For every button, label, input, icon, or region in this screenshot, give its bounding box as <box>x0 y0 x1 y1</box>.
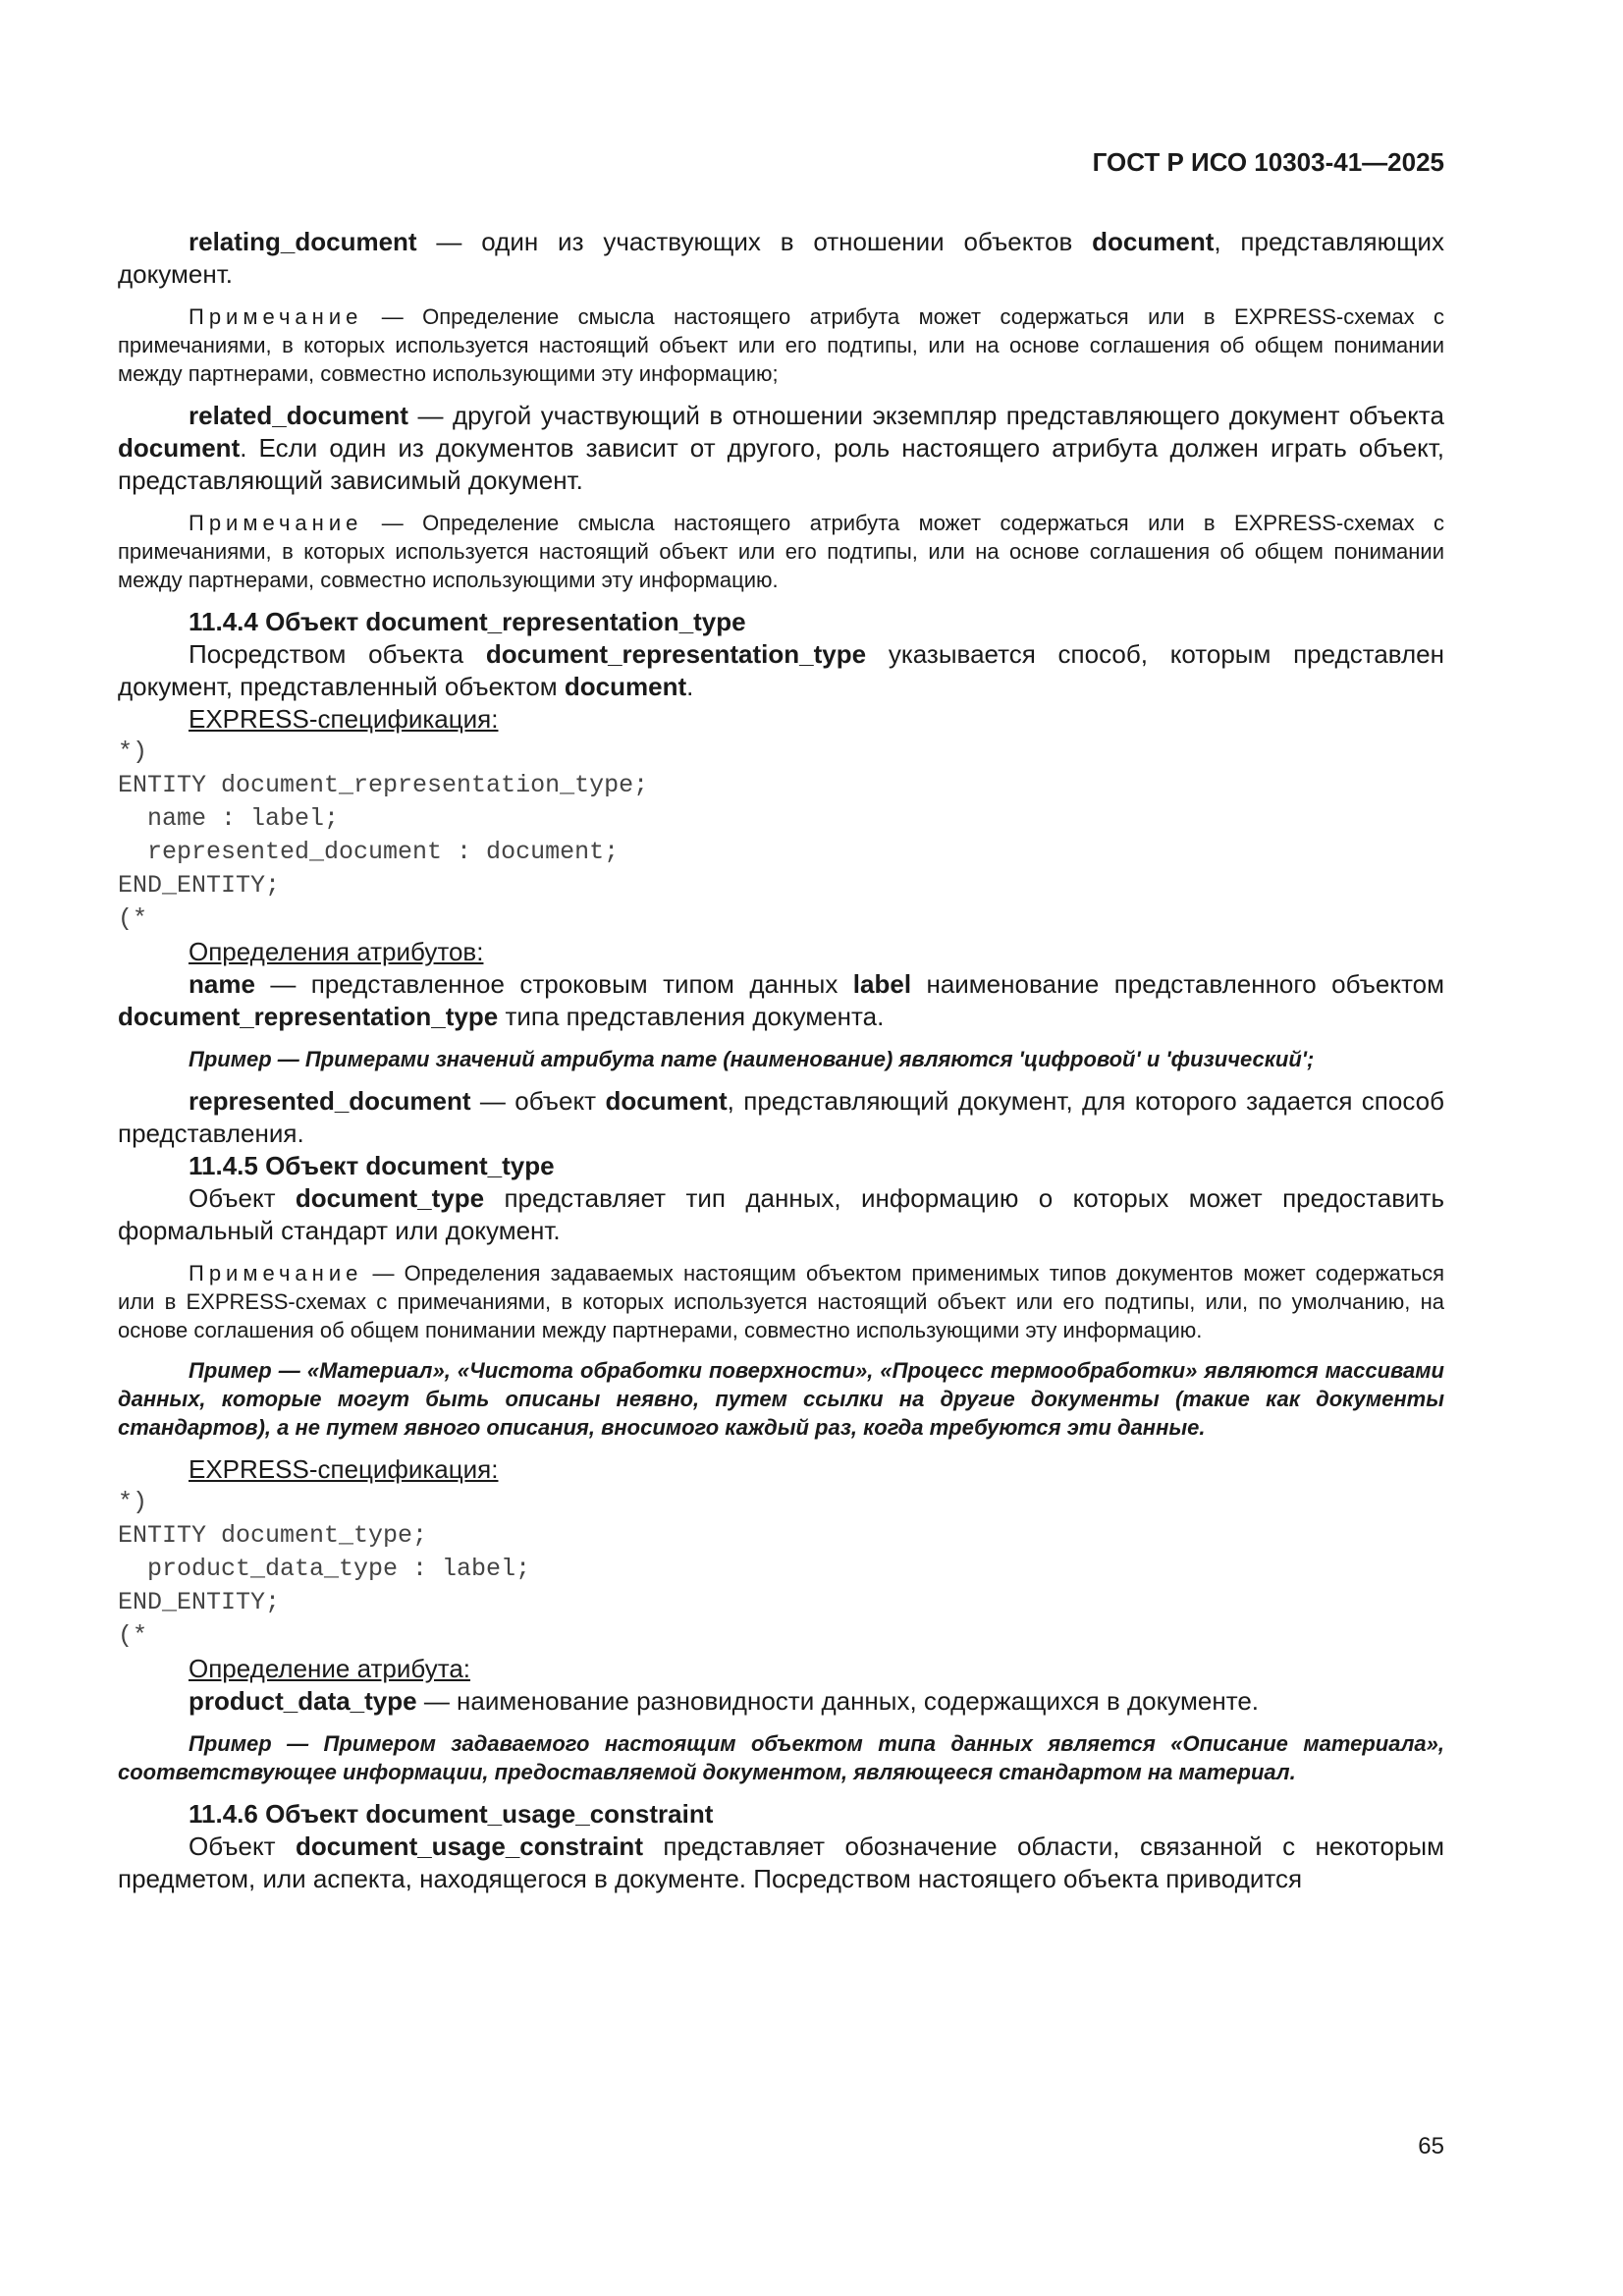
example: Пример — «Материал», «Чистота обработки поверхности», «Процесс термообработки» являются массивами данных, которые могут быть описаны неявно, путем ссылки на другие документы (такие как документы стандартов), а не путем явного описания, вносимого каждый раз, когда требуются эти данные. <box>118 1358 1444 1440</box>
paragraph: Объект document_type представляет тип данных, информацию о которых может предоставить формальный стандарт или документ. <box>118 1183 1444 1245</box>
document-id-header: ГОСТ Р ИСО 10303-41—2025 <box>1092 147 1444 177</box>
subsection-label <box>118 703 1444 736</box>
subsection-label-text: Определение атрибута: <box>189 1654 471 1683</box>
note-label: Примечание <box>189 1261 363 1285</box>
express-code-block: *) ENTITY document_representation_type; name : label; represented_document : document; END_ENTITY; (* <box>118 738 649 933</box>
example: Пример — Примером задаваемого настоящим объектом типа данных является «Описание материала», соответствующее информации, предоставляемой документом, являющееся стандартом на материал. <box>118 1731 1444 1784</box>
page-number: 65 <box>1418 2133 1444 2159</box>
subsection-label <box>118 1653 1444 1685</box>
express-code-block: *) ENTITY document_type; product_data_type : label; END_ENTITY; (* <box>118 1488 531 1650</box>
paragraph: Посредством объекта document_representation_type указывается способ, которым представлен документ, представленный объектом document. <box>118 639 1444 701</box>
paragraph: represented_document — объект document, представляющий документ, для которого задается способ представления. <box>118 1086 1444 1148</box>
paragraph: Объект document_usage_constraint представляет обозначение области, связанной с некоторым предметом, или аспекта, находящегося в документе. Посредством настоящего объекта приводится <box>118 1831 1444 1893</box>
subsection-label-text: EXPRESS-спецификация: <box>189 704 499 734</box>
note-text: — Определение смысла настоящего атрибута может содержаться или в EXPRESS-схемах с примечаниями, в которых используется настоящий объект или его подтипы, или на основе соглашения об общем понимании между партнерами, совместно использующими эту информацию; <box>118 304 1444 386</box>
section-heading: 11.4.5 Объект document_type <box>189 1151 555 1180</box>
section-heading: 11.4.4 Объект document_representation_type <box>189 607 746 636</box>
section-heading: 11.4.6 Объект document_usage_constraint <box>189 1799 714 1829</box>
paragraph: relating_document — один из участвующих в отношении объектов document, представляющих документ. <box>118 227 1444 289</box>
subsection-label-text: EXPRESS-спецификация: <box>189 1454 499 1484</box>
subsection-label <box>118 936 1444 968</box>
note <box>118 509 1444 594</box>
note-label: Примечание <box>189 304 363 329</box>
example: Пример — Примерами значений атрибута name (наименование) являются 'цифровой' и 'физический'; <box>189 1047 1315 1071</box>
note-text: — Определение смысла настоящего атрибута может содержаться или в EXPRESS-схемах с примечаниями, в которых используется настоящий объект или его подтипы, или на основе соглашения об общем понимании между партнерами, совместно использующими эту информацию. <box>118 511 1444 592</box>
subsection-label <box>118 1453 1444 1486</box>
paragraph: name — представленное строковым типом данных label наименование представленного объектом document_representation_type типа представления документа. <box>118 969 1444 1031</box>
paragraph: related_document — другой участвующий в отношении экземпляр представляющего документ объекта document. Если один из документов зависит от другого, роль настоящего атрибута должен играть объект, представляющий зависимый документ. <box>118 401 1444 495</box>
subsection-label-text: Определения атрибутов: <box>189 937 484 966</box>
note-text: — Определения задаваемых настоящим объектом применимых типов документов может содержаться или в EXPRESS-схемах с примечаниями, в которых используется настоящий объект или его подтипы, или, по умолчанию, на основе соглашения об общем понимании между партнерами, совместно использующими эту информацию. <box>118 1261 1444 1342</box>
note <box>118 1259 1444 1344</box>
page-body <box>118 226 1444 1895</box>
note-label: Примечание <box>189 511 363 535</box>
paragraph: product_data_type — наименование разновидности данных, содержащихся в документе. <box>189 1686 1260 1716</box>
note <box>118 302 1444 388</box>
